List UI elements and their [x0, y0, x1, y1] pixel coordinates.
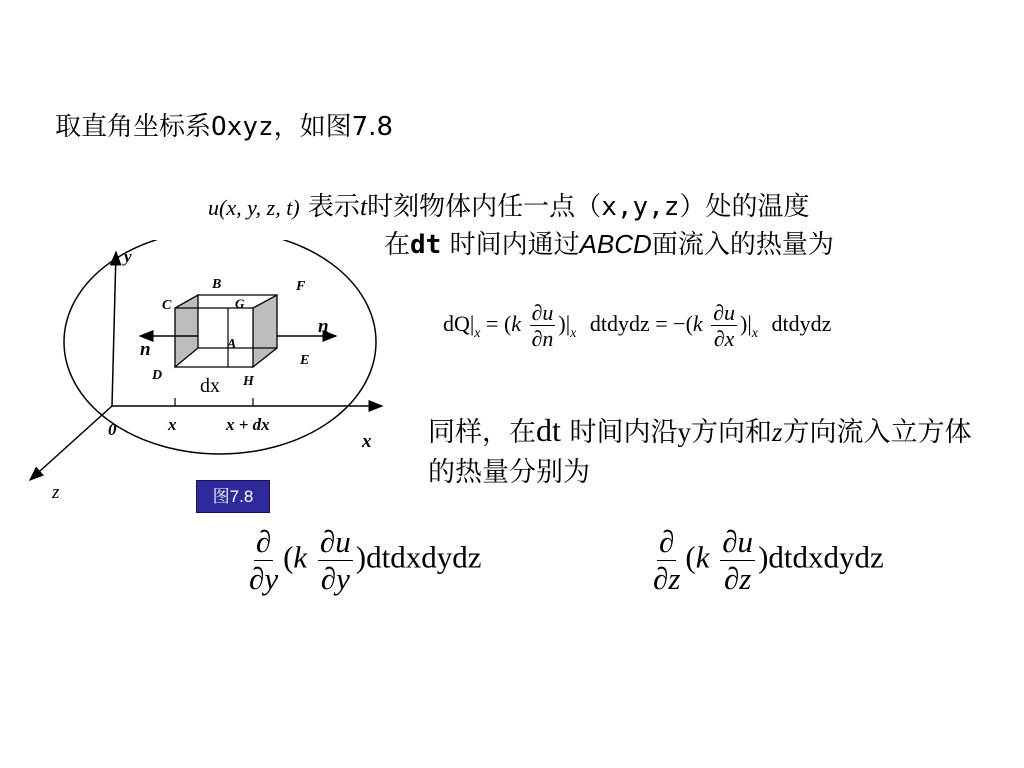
- eq2-inner-fraction: [318, 524, 353, 596]
- eq1-equals: =: [480, 310, 504, 336]
- eq3-partial-z: ∂z: [653, 560, 681, 596]
- eq2-k: k: [293, 539, 308, 575]
- y-axis: [112, 252, 116, 406]
- line1-text-before-t: 表示: [307, 192, 360, 222]
- line1-point: x,y,z: [601, 192, 680, 222]
- eq3-inner-fraction: [720, 524, 755, 596]
- temperature-definition: [208, 186, 809, 223]
- line2-in: 在: [384, 230, 411, 260]
- eq3-k: k: [695, 539, 710, 575]
- eq1-num-u-2: ∂u: [713, 300, 736, 325]
- eq1-differentials: dtdydz: [589, 310, 650, 336]
- eq3-num-u: ∂u: [722, 524, 754, 559]
- eq1-close: ): [558, 310, 566, 336]
- line1-text-after-t: 时刻物体内任一点（: [367, 192, 602, 222]
- heat-flux-equation: [443, 300, 831, 352]
- para-part4: 方向流入立方体的热量分别为: [428, 417, 972, 488]
- label-f: F: [296, 279, 306, 294]
- face-abcd: [175, 295, 198, 367]
- label-h: H: [243, 374, 254, 389]
- axis-y-label: y: [124, 247, 132, 266]
- axis-x-label: x: [362, 431, 372, 452]
- eq1-sub-x-3: x: [751, 325, 758, 341]
- para-part3: 方向和: [690, 417, 772, 448]
- eq2-tail: dtdxdydz: [366, 539, 482, 575]
- eq1-k: k: [511, 310, 522, 336]
- eq3-close: ): [758, 539, 769, 575]
- eq1-open: (: [503, 310, 512, 336]
- coordinate-figure: [20, 240, 390, 510]
- para-y: y: [677, 417, 691, 447]
- eq3-open: (: [685, 539, 696, 575]
- eq1-equals-neg: = −: [649, 310, 686, 336]
- u-expression: u(x, y, z, t): [208, 195, 300, 220]
- z-direction-equation: [648, 524, 884, 596]
- yz-direction-paragraph: [428, 410, 998, 493]
- eq1-fraction-x: [711, 300, 737, 352]
- title-system: Oxyz: [211, 112, 274, 142]
- eq1-bar-2: |: [565, 310, 571, 336]
- dx-label: dx: [200, 375, 220, 397]
- eq1-bar: |: [469, 310, 475, 336]
- axis-z-label: z: [52, 482, 60, 503]
- eq1-k-2: k: [692, 310, 703, 336]
- para-z: z: [771, 417, 783, 447]
- eq1-open-2: (: [685, 310, 693, 336]
- tick-x-label: x: [168, 415, 177, 434]
- eq3-partial: ∂: [659, 524, 675, 559]
- eq3-den-z: ∂z: [723, 560, 752, 596]
- normal-label-right: n: [318, 316, 329, 337]
- line1-t: t: [359, 192, 368, 221]
- label-b: B: [212, 277, 222, 292]
- label-d: D: [152, 368, 163, 383]
- para-part1: 同样，在: [428, 417, 536, 448]
- eq1-den-x: ∂x: [713, 326, 735, 352]
- eq2-den-y: ∂y: [320, 560, 350, 596]
- eq2-close: ): [355, 539, 367, 575]
- title-text: 取直角坐标系: [55, 112, 212, 142]
- para-dt: dt: [536, 412, 561, 448]
- eq1-close-2: ): [740, 310, 748, 336]
- eq1-sub-x-2: x: [570, 325, 577, 341]
- eq1-bar-3: |: [747, 310, 752, 336]
- eq2-partial: ∂: [255, 524, 272, 559]
- eq1-differentials-2: dtdydz: [771, 310, 832, 336]
- para-part2: 时间内沿: [560, 417, 678, 448]
- face-efgh: [253, 295, 277, 367]
- label-c: C: [162, 298, 172, 313]
- eq1-sub-x: x: [474, 325, 481, 341]
- line2-end: 面流入的热量为: [651, 230, 834, 260]
- eq2-partial-y: ∂y: [249, 560, 279, 596]
- line2-face: ABCD: [579, 229, 652, 259]
- line1-text-end: ）处的温度: [679, 192, 810, 222]
- eq1-lhs: dQ: [443, 310, 470, 336]
- normal-label-left: n: [140, 339, 151, 360]
- figure-caption: 图7.8: [196, 480, 270, 513]
- title: [55, 106, 393, 143]
- line2-dt: dt: [410, 230, 442, 260]
- tick-x-dx-label: x + dx: [226, 415, 270, 434]
- eq2-outer-fraction: [247, 524, 280, 596]
- title-rest: ，如图7.8: [273, 112, 393, 142]
- label-g: G: [235, 296, 245, 311]
- z-axis: [30, 406, 112, 480]
- y-direction-equation: [244, 524, 481, 596]
- eq1-den-n: ∂n: [531, 326, 554, 352]
- eq2-num-u: ∂u: [319, 524, 351, 559]
- heat-flow-statement: [384, 224, 834, 261]
- origin-label: 0: [108, 420, 117, 439]
- label-e: E: [300, 353, 310, 368]
- label-a: A: [227, 337, 237, 352]
- line2-middle: 时间内通过: [441, 230, 580, 260]
- eq3-tail: dtdxdydz: [768, 539, 884, 575]
- eq2-open: (: [283, 539, 294, 575]
- eq1-num-u: ∂u: [531, 300, 554, 325]
- eq3-outer-fraction: [651, 524, 682, 596]
- eq1-fraction-n: [530, 300, 556, 352]
